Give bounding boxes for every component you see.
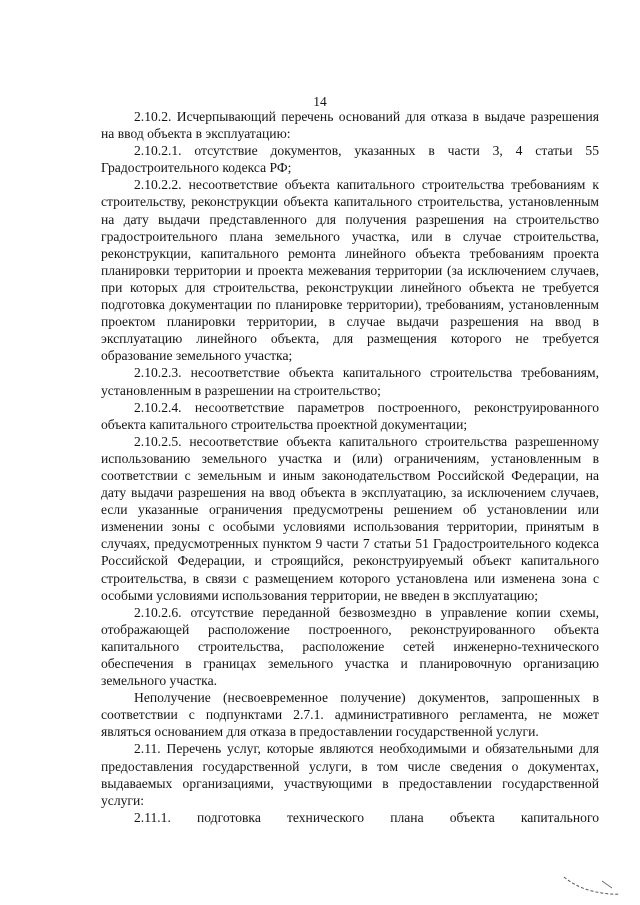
paragraph-2-11-1: 2.11.1. подготовка технического плана объекта капитального: [134, 809, 599, 825]
page-number: 14: [313, 94, 327, 109]
paragraph-2-10-2-4: 2.10.2.4. несоответствие параметров построенного, реконструированного объекта капитального строительства проектной документации;: [101, 399, 599, 432]
paragraph-2-10-2-1: 2.10.2.1. отсутствие документов, указанных в части 3, 4 статьи 55 Градостроительного кодекса РФ;: [101, 143, 599, 176]
paragraph-documents-note: Неполучение (несвоевременное получение) документов, запрошенных в соответствии с подпунктами 2.7.1. административного регламента, не может являться основанием для отказа в предоставлении государственной услуги.: [101, 690, 599, 740]
paragraph-2-10-2-3: 2.10.2.3. несоответствие объекта капитального строительства требованиям, установленным в разрешении на строительство;: [101, 365, 599, 398]
paragraph-2-10-2-6: 2.10.2.6. отсутствие переданной безвозмездно в управление копии схемы, отображающей расположение построенного, реконструированного объекта капитального строительства, расположение сетей инженерно-технического обеспечения в границах земельного участка и планировочную организацию земельного участка.: [101, 604, 599, 689]
document-body: [101, 108, 599, 826]
paragraph-2-11: 2.11. Перечень услуг, которые являются необходимыми и обязательными для предоставления государственной услуги, в том числе сведения о документах, выдаваемых организациями, участвующими в предоставлении государственной услуги:: [101, 741, 599, 808]
paragraph-2-10-2-2: 2.10.2.2. несоответствие объекта капитального строительства требованиям к строительству, реконструкции объекта капитального строительства, установленным на дату выдачи представленного для получения разрешения на строительство градостроительного плана земельного участка, или в случае строительства, реконструкции, капитального ремонта линейного объекта требованиям проекта планировки территории и проекта межевания территории (за исключением случаев, при которых для строительства, реконструкции линейного объекта не требуется подготовка документации по планировке территории), требованиям, установленным проектом планировки территории, в случае выдачи разрешения на ввод в эксплуатацию линейного объекта, для размещения которого не требуется образование земельного участка;: [101, 177, 599, 364]
paragraph-2-10-2-5: 2.10.2.5. несоответствие объекта капитального строительства разрешенному использованию земельного участка и (или) ограничениям, установленным в соответствии с земельным и иным законодательством Российской Федерации, на дату выдачи разрешения на ввод объекта в эксплуатацию, за исключением случаев, если указанные ограничения предусмотрены решением об установлении или изменении зоны с особыми условиями использования территории, принятым в случаях, предусмотренных пунктом 9 части 7 статьи 51 Градостроительного кодекса Российской Федерации, и строящийся, реконструируемый объект капитального строительства, в связи с размещением которого установлена или изменена зона с особыми условиями использования территории, не введен в эксплуатацию;: [101, 433, 599, 603]
scan-artifact-mark: [562, 873, 622, 897]
paragraph-2-10-2: 2.10.2. Исчерпывающий перечень оснований для отказа в выдаче разрешения на ввод объекта в эксплуатацию:: [101, 109, 599, 142]
